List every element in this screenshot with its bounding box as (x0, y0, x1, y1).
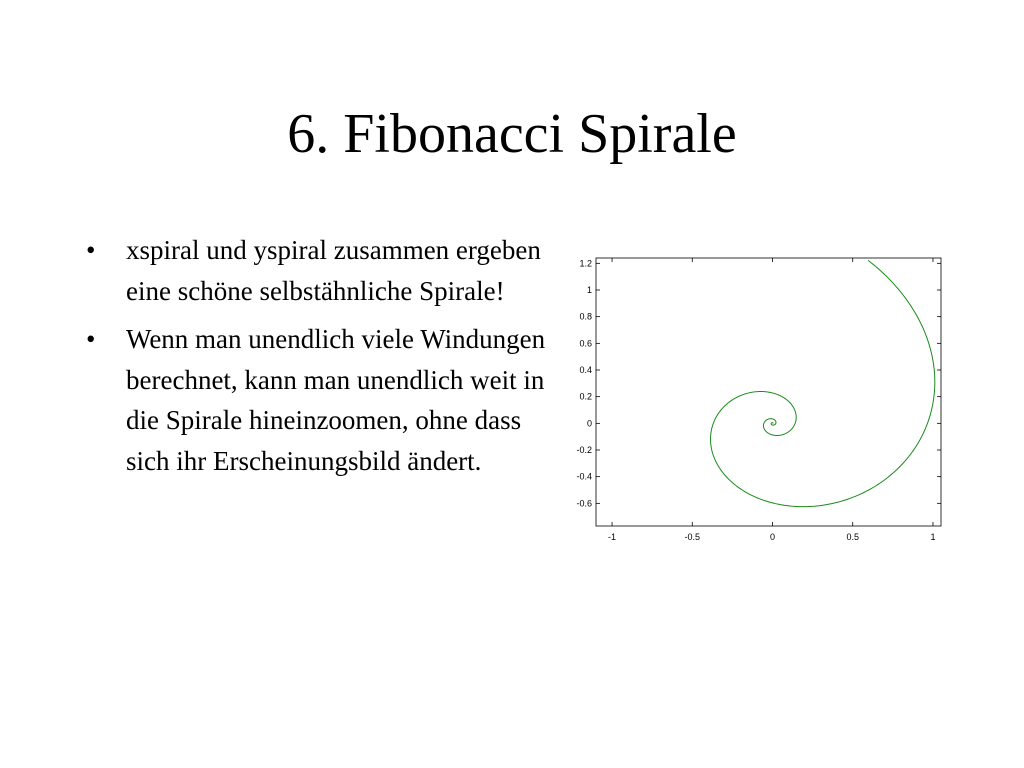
bullet-list (86, 230, 546, 489)
x-tick-label: -0.5 (684, 532, 701, 542)
y-tick-label: 0.6 (579, 338, 592, 349)
bullet-item (86, 230, 546, 311)
bullet-symbol: • (86, 324, 96, 354)
x-tick-label: 0.5 (846, 532, 860, 542)
y-tick-label: -0.2 (576, 445, 592, 455)
y-tick-label: 0.2 (579, 391, 592, 402)
y-tick-label: 0.4 (579, 365, 592, 375)
y-tick-label: -0.4 (576, 471, 592, 482)
x-tick-label: 1 (930, 532, 936, 542)
x-tick-label: -1 (608, 532, 617, 542)
bullet-text: xspiral und yspiral zusammen ergeben eine schöne selbstähnliche Spirale! (126, 235, 541, 306)
bullet-text: Wenn man unendlich viele Windungen berechnet, kann man unendlich weit in die Spirale hineinzoomen, ohne dass sich ihr Erscheinungsbild ändert. (126, 324, 546, 476)
y-tick-label: -0.6 (576, 498, 592, 509)
bullet-symbol: • (86, 235, 96, 265)
slide-title: 6. Fibonacci Spirale (287, 103, 737, 165)
plot-area (576, 258, 941, 542)
x-tick-label: 0 (770, 532, 776, 542)
y-tick-label: 1.2 (579, 258, 592, 269)
bullet-item (86, 319, 546, 481)
spiral-chart (560, 245, 960, 555)
y-tick-label: 0 (586, 418, 592, 429)
y-tick-label: 0.8 (579, 311, 592, 322)
spiral-series-line (711, 260, 935, 506)
y-tick-label: 1 (586, 285, 592, 295)
